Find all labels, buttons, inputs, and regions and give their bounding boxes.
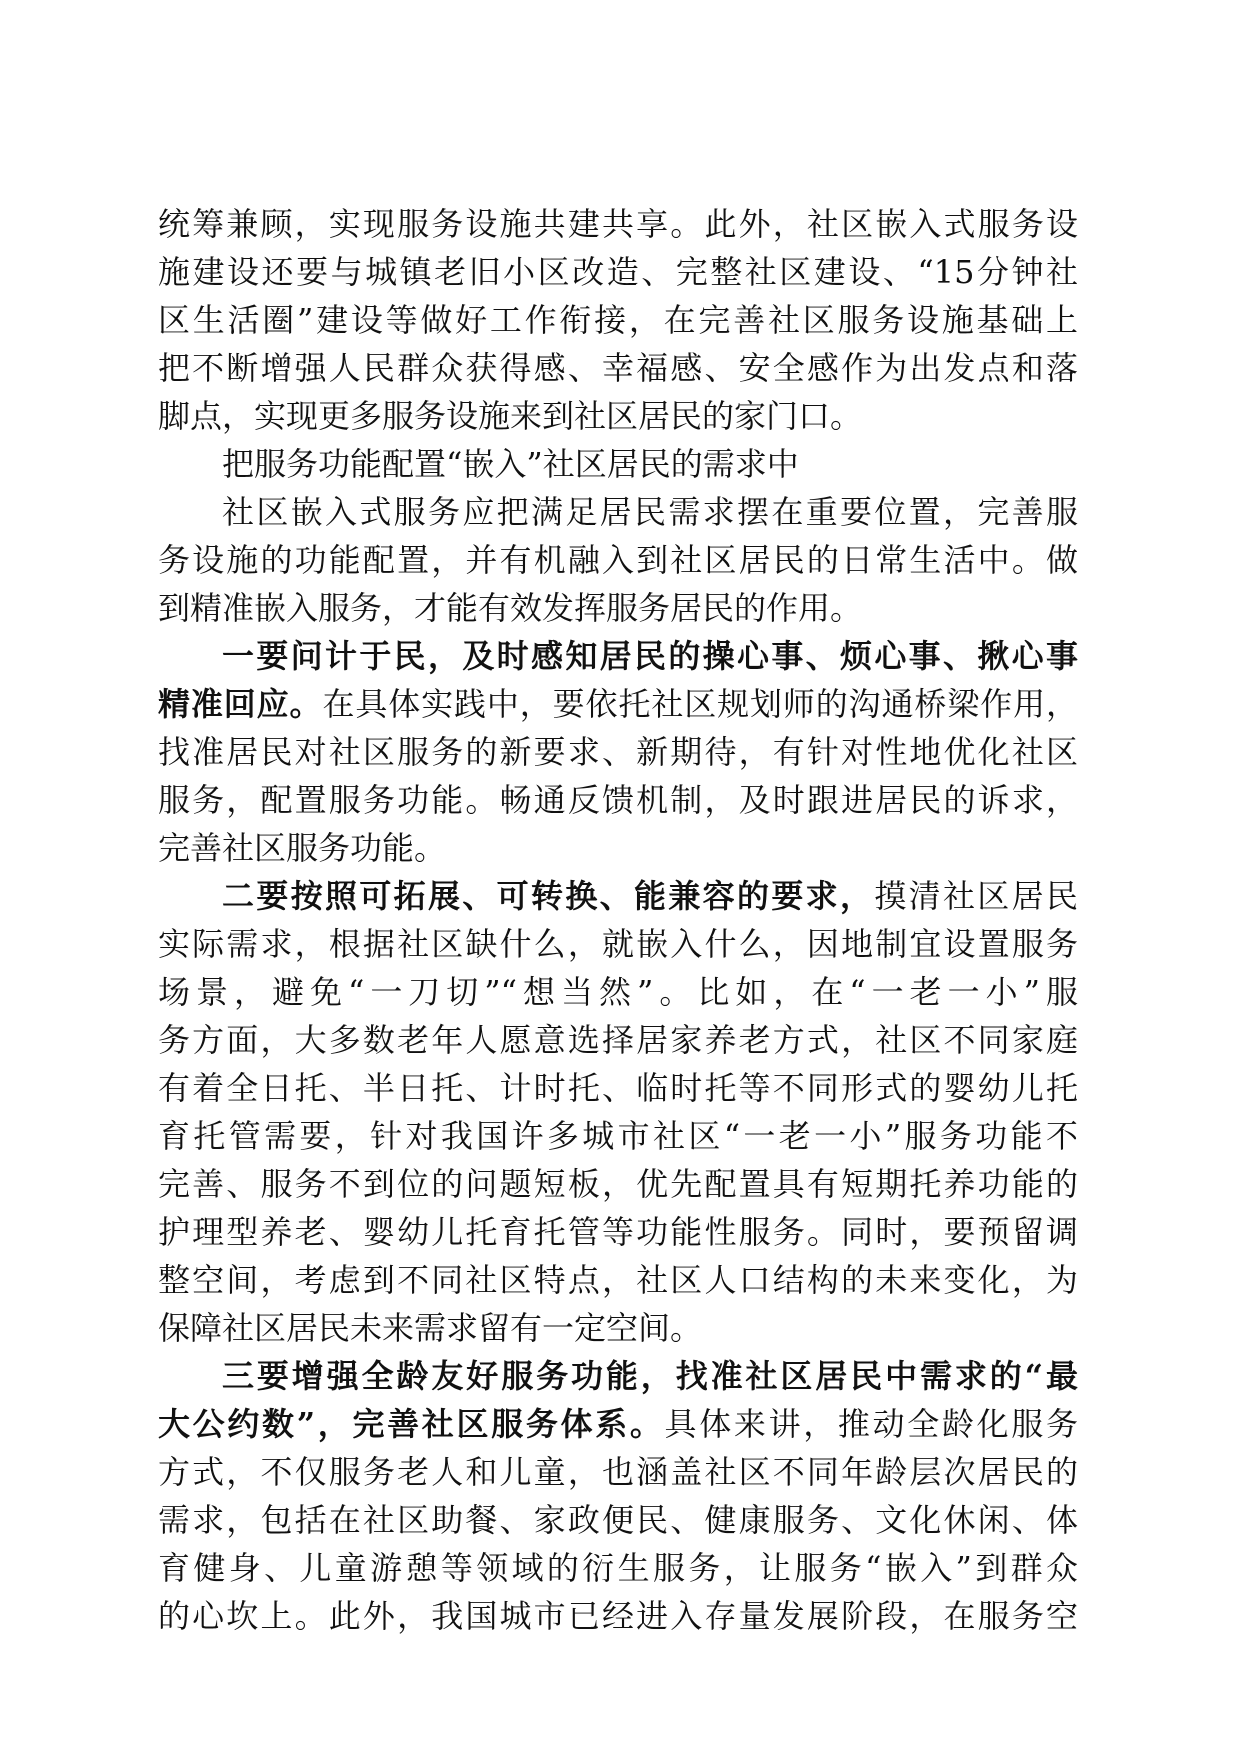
paragraph-line: 实际需求，根据社区缺什么，就嵌入什么，因地制宜设置服务 [158,925,1078,963]
paragraph-line: 把不断增强人民群众获得感、幸福感、安全感作为出发点和落 [158,349,1078,387]
paragraph-line: 服务，配置服务功能。畅通反馈机制，及时跟进居民的诉求， [158,781,1078,819]
paragraph-line: 护理型养老、婴幼儿托育托管等功能性服务。同时，要预留调 [158,1213,1078,1251]
paragraph-line: 整空间，考虑到不同社区特点，社区人口结构的未来变化，为 [158,1261,1078,1299]
section-heading: 把服务功能配置“嵌入”社区居民的需求中 [222,445,799,483]
body-text: 具体来讲，推动全龄化服务 [664,1405,1078,1443]
paragraph-line: 保障社区居民未来需求留有一定空间。 [158,1309,703,1347]
paragraph-line [158,872,1078,920]
paragraph-line: 有着全日托、半日托、计时托、临时托等不同形式的婴幼儿托 [158,1069,1078,1107]
paragraph-line: 场景，避免“一刀切”“想当然”。比如，在“一老一小”服 [158,973,1078,1011]
bold-lead-line: 一要问计于民，及时感知居民的操心事、烦心事、揪心事 [222,637,1078,675]
paragraph-line: 务设施的功能配置，并有机融入到社区居民的日常生活中。做 [158,541,1078,579]
paragraph-line: 社区嵌入式服务应把满足居民需求摆在重要位置，完善服 [222,493,1078,531]
paragraph-line: 育托管需要，针对我国许多城市社区“一老一小”服务功能不 [158,1117,1078,1155]
paragraph-line: 到精准嵌入服务，才能有效发挥服务居民的作用。 [158,589,863,627]
paragraph-line [158,680,1078,728]
document-page [158,200,1078,1700]
paragraph-line: 的心坎上。此外，我国城市已经进入存量发展阶段，在服务空 [158,1597,1078,1635]
body-text: 在具体实践中，要依托社区规划师的沟通桥梁作用， [322,685,1078,723]
paragraph-line: 完善社区服务功能。 [158,829,447,867]
paragraph-line: 找准居民对社区服务的新要求、新期待，有针对性地优化社区 [158,733,1078,771]
paragraph-line [158,1400,1078,1448]
bold-lead-text: 大公约数”，完善社区服务体系。 [158,1405,665,1443]
bold-lead-text: 精准回应。 [158,685,323,723]
paragraph-line: 统筹兼顾，实现服务设施共建共享。此外，社区嵌入式服务设 [158,205,1078,243]
bold-lead-line: 三要增强全龄友好服务功能，找准社区居民中需求的“最 [222,1357,1078,1395]
body-text: 摸清社区居民 [874,877,1078,915]
paragraph-line: 区生活圈”建设等做好工作衔接，在完善社区服务设施基础上 [158,301,1078,339]
paragraph-line: 务方面，大多数老年人愿意选择居家养老方式，社区不同家庭 [158,1021,1078,1059]
paragraph-line: 完善、服务不到位的问题短板，优先配置具有短期托养功能的 [158,1165,1078,1203]
paragraph-line: 方式，不仅服务老人和儿童，也涵盖社区不同年龄层次居民的 [158,1453,1078,1491]
paragraph-line: 育健身、儿童游憩等领域的衍生服务，让服务“嵌入”到群众 [158,1549,1078,1587]
paragraph-line: 需求，包括在社区助餐、家政便民、健康服务、文化休闲、体 [158,1501,1078,1539]
paragraph-line: 施建设还要与城镇老旧小区改造、完整社区建设、“15分钟社 [158,253,1078,291]
bold-lead-text: 二要按照可拓展、可转换、能兼容的要求， [222,877,875,915]
paragraph-line: 脚点，实现更多服务设施来到社区居民的家门口。 [158,397,863,435]
